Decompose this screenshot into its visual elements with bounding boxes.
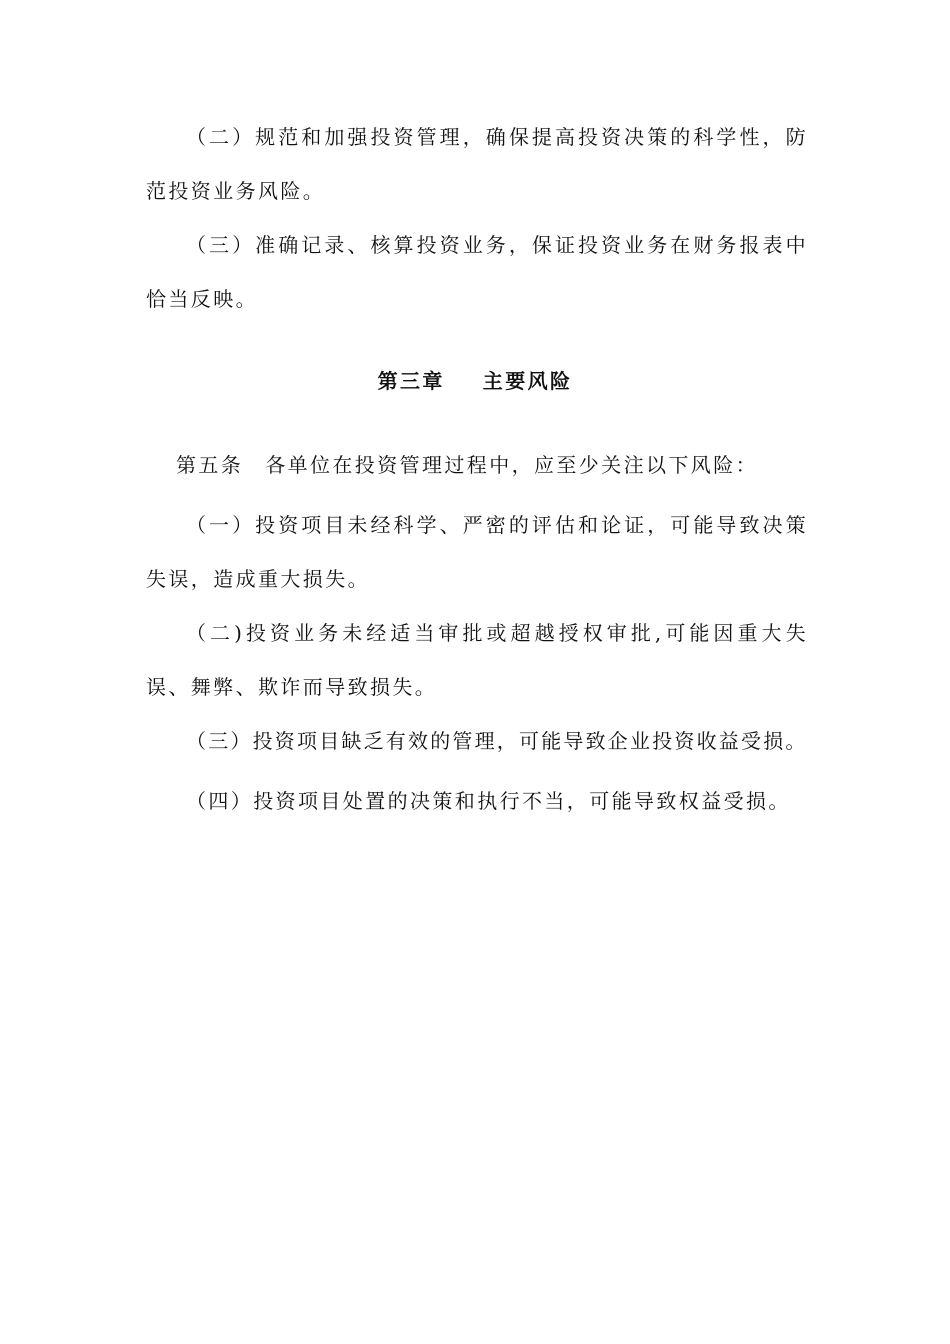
article-five: [176, 438, 816, 492]
risk-item-2: （二)投资业务未经适当审批或超越授权审批,可能因重大失误、舞弊、欺诈而导致损失。: [146, 621, 808, 699]
risk-item-3: （三）投资项目缺乏有效的管理，可能导致企业投资收益受损。: [186, 729, 808, 753]
chapter-heading: [0, 354, 950, 408]
chapter-number: 第三章: [377, 369, 445, 393]
risk-item-1: （一）投资项目未经科学、严密的评估和论证，可能导致决策失误，造成重大损失。: [146, 513, 808, 591]
chapter-title: 主要风险: [482, 369, 573, 393]
paragraph-objective-2: （二）规范和加强投资管理，确保提高投资决策的科学性，防范投资业务风险。: [146, 125, 808, 203]
article-text: 各单位在投资管理过程中，应至少关注以下风险：: [265, 453, 759, 477]
risk-item-4: （四）投资项目处置的决策和执行不当，可能导致权益受损。: [186, 789, 791, 813]
article-number: 第五条: [176, 453, 244, 477]
paragraph-objective-3: （三）准确记录、核算投资业务，保证投资业务在财务报表中恰当反映。: [146, 233, 808, 311]
